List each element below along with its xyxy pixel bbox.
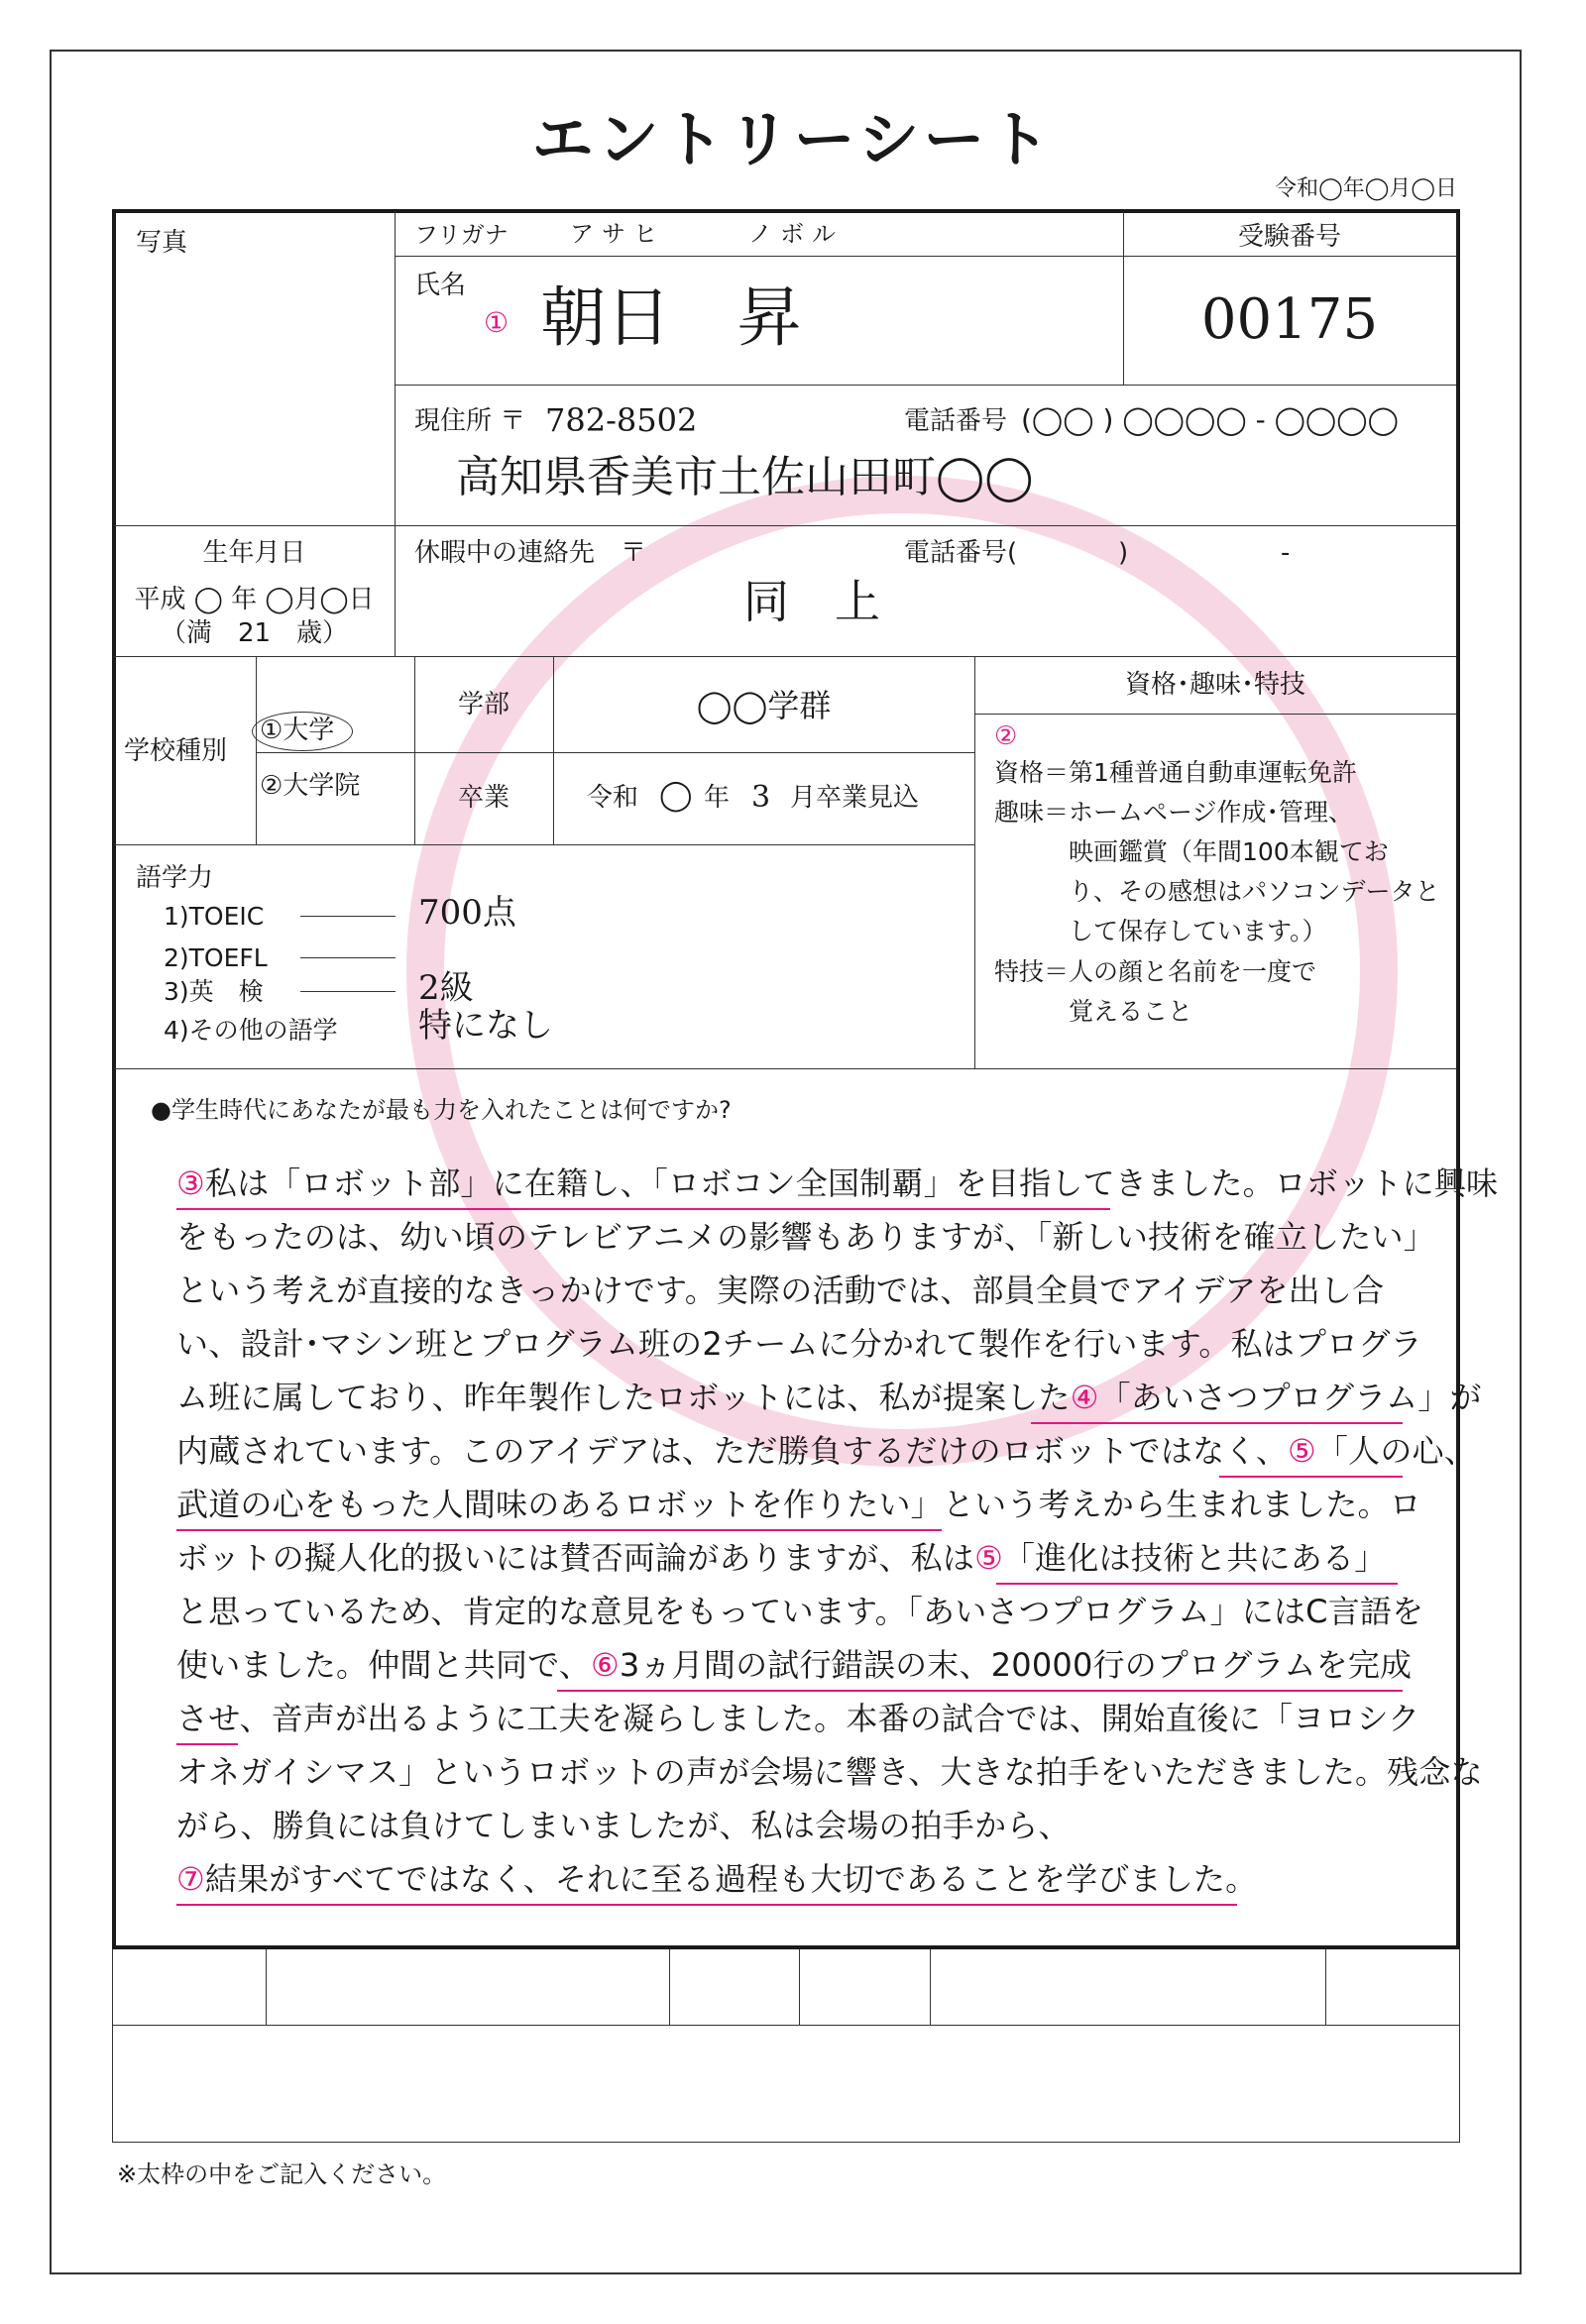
birth-label: 生年月日 [202, 538, 306, 568]
essay-line: 使いました。仲間と共同で、⑥3ヵ月間の試行錯誤の末、20000行のプログラムを完成 [176, 1646, 1413, 1684]
graduation-era: 令和 [587, 783, 639, 813]
essay-line: と思っているため、肯定的な意見をもっています。「あいさつプログラム」にはC言語を [176, 1593, 1424, 1630]
furigana-family: アサヒ [570, 220, 665, 248]
graduation-year-unit: 年 [704, 783, 731, 813]
essay-line: オネガイシマス」というロボットの声が会場に響き、大きな拍手をいただきました。残念な [176, 1753, 1483, 1791]
language-item-value: 2級 [418, 968, 474, 1008]
footnote: ※太枠の中をご記入ください。 [117, 2160, 447, 2188]
language-item-value: 特になし [418, 1006, 553, 1046]
emphasis-underline [176, 1208, 1110, 1210]
name-label: 氏名 [414, 271, 467, 300]
document-title: エントリーシート [531, 103, 1055, 175]
essay-line: 内蔵されています。このアイデアは、ただ勝負するだけのロボットではなく、⑤「人の心、 [176, 1432, 1476, 1470]
language-item-label: 3)英 検 [164, 977, 264, 1006]
qualification-line: 特技＝人の顔と名前を一度で [994, 957, 1317, 986]
date: 令和◯年◯月◯日 [1275, 176, 1457, 201]
exam-number-label: 受験番号 [1237, 222, 1341, 252]
office-use-table [112, 1949, 1460, 2143]
vacation-phone-close: ) [1118, 538, 1129, 568]
address-value: 高知県香美市土佐山田町◯◯ [456, 452, 1034, 502]
vacation-value: 同 上 [743, 575, 880, 628]
language-item-value: 700点 [418, 893, 516, 933]
exam-number: 00175 [1200, 287, 1379, 352]
name-marker: ① [484, 306, 510, 339]
language-item-label: 1)TOEIC [164, 902, 265, 931]
qualification-line: り、その感想はパソコンデータと [994, 877, 1440, 906]
emphasis-underline [1219, 1476, 1403, 1478]
graduation-year: ◯ [659, 778, 693, 813]
emphasis-underline [176, 1529, 942, 1531]
address-phone: (◯◯ ) ◯◯◯◯ - ◯◯◯◯ [1021, 403, 1399, 436]
qualification-line: 映画鑑賞（年間100本観てお [994, 837, 1389, 866]
graduation-status: 月卒業見込 [790, 783, 920, 813]
vacation-phone-label: 電話番号( [904, 538, 1018, 568]
essay-line: ム班に属しており、昨年製作したロボットには、私が提案した④「あいさつプログラム」が [176, 1379, 1482, 1416]
qualification-line: して保存しています。） [994, 917, 1327, 945]
essay-line: がら、勝負には負けてしまいましたが、私は会場の拍手から、 [176, 1807, 1071, 1844]
essay-line: させ、音声が出るように工夫を凝らしました。本番の試合では、開始直後に「ヨロシク [176, 1700, 1420, 1737]
essay-line: ③私は「ロボット部」に在籍し、「ロボコン全国制覇」を目指してきました。ロボットに興味 [176, 1164, 1499, 1202]
emphasis-underline [176, 1743, 238, 1745]
emphasis-underline [996, 1583, 1398, 1585]
emphasis-underline [557, 1690, 1403, 1692]
school-type-label: 学校種別 [124, 736, 228, 766]
emphasis-underline [1031, 1422, 1403, 1424]
language-label: 語学力 [136, 863, 214, 893]
graduation-month: 3 [751, 780, 771, 815]
photo-label: 写真 [136, 228, 188, 258]
emphasis-underline [176, 1904, 1237, 1906]
furigana-given: ノボル [748, 220, 844, 248]
essay-line: をもったのは、幼い頃のテレビアニメの影響もありますが、「新しい技術を確立したい」 [176, 1218, 1435, 1256]
essay-line: い、設計･マシン班とプログラム班の2チームに分かれて製作を行います。私はプログラ [176, 1325, 1422, 1363]
vacation-contact-label: 休暇中の連絡先 〒 [414, 538, 647, 568]
essay-line: 武道の心をもった人間味のあるロボットを作りたい」という考えから生まれました。ロ [176, 1486, 1421, 1523]
faculty-value: ◯◯学群 [696, 687, 832, 724]
essay-line: ⑦結果がすべてではなく、それに至る過程も大切であることを学びました。 [176, 1860, 1258, 1898]
vacation-phone-dash: - [1281, 538, 1291, 568]
graduation-label: 卒業 [457, 783, 510, 813]
age: （満 21 歳） [160, 618, 349, 648]
school-option-graduate: ②大学院 [260, 771, 361, 801]
qualification-line: 資格＝第1種普通自動車運転免許 [994, 758, 1357, 787]
applicant-name: 朝日 昇 [540, 279, 802, 356]
qualification-line: 趣味＝ホームページ作成･管理、 [994, 798, 1354, 827]
qualifications-marker: ② [994, 721, 1018, 751]
address-label: 現住所 〒 [414, 406, 526, 436]
essay-line: という考えが直接的なきっかけです。実際の活動では、部員全員でアイデアを出し合 [176, 1272, 1385, 1309]
birth-date: 平成 ◯ 年 ◯月◯日 [134, 585, 375, 614]
furigana-label: フリガナ [414, 221, 509, 249]
essay-question: ●学生時代にあなたが最も力を入れたことは何ですか? [151, 1096, 732, 1124]
postal-code: 782-8502 [545, 401, 698, 439]
essay-line: ボットの擬人化的扱いには賛否両論がありますが、私は⑤「進化は技術と共にある」 [176, 1539, 1387, 1577]
language-item-label: 4)その他の語学 [164, 1016, 338, 1045]
address-phone-label: 電話番号 [904, 406, 1008, 436]
school-option-university: ①大学 [260, 716, 335, 745]
faculty-label: 学部 [457, 690, 510, 719]
language-item-label: 2)TOEFL [164, 943, 268, 972]
qualifications-header: 資格･趣味･特技 [1124, 670, 1305, 700]
qualification-line: 覚えること [994, 997, 1193, 1026]
